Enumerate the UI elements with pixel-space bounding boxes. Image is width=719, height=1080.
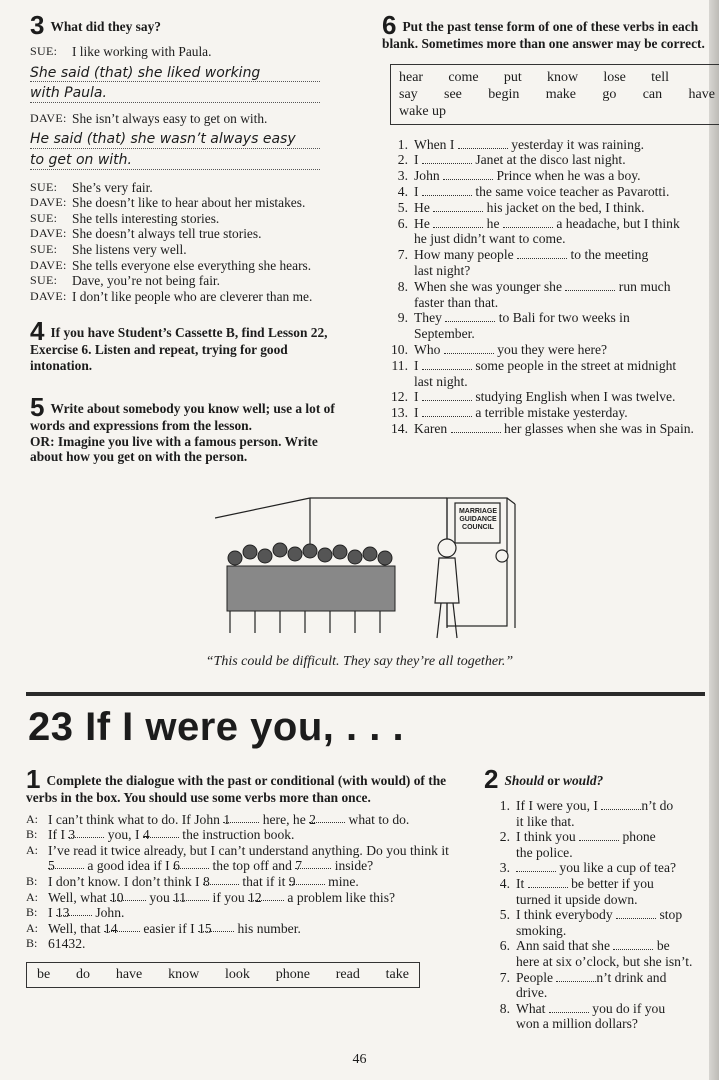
blank[interactable] [433, 217, 483, 228]
handwritten-answer-1 [30, 66, 320, 103]
text: How many people [414, 247, 514, 263]
blank[interactable] [517, 248, 567, 259]
blank[interactable] [422, 185, 472, 196]
item-number: 8. [499, 1000, 510, 1016]
dialogue-line [30, 180, 360, 196]
item-number: 1. [397, 136, 408, 152]
speaker: SUE: [30, 210, 58, 225]
speaker: DAVE: [30, 257, 67, 272]
list-item [382, 247, 712, 279]
text: the police. [516, 844, 573, 860]
verb: begin [488, 86, 520, 102]
exercise-3-heading [30, 10, 360, 40]
exercise-text: If you have Student’s Cassette B, find Lesson 22, Exercise 6. Listen and repeat, trying for good intonation. [30, 325, 328, 373]
item-number: 7. [499, 969, 510, 985]
list-item [382, 152, 712, 168]
dialogue-line [30, 226, 360, 242]
handwritten-answer-2 [30, 132, 320, 169]
exercise-6-list [382, 137, 712, 437]
text: John [414, 168, 440, 184]
blank[interactable] [422, 390, 472, 401]
list-item [382, 200, 712, 216]
dialogue-line [30, 111, 360, 127]
text: faster than that. [414, 294, 499, 310]
line-text: Dave, you’re not being fair. [72, 273, 220, 289]
list-item [382, 405, 712, 421]
text: he just didn’t want to come. [414, 231, 566, 247]
blank[interactable] [443, 169, 493, 180]
speaker: DAVE: [30, 195, 67, 210]
text: Who [414, 341, 441, 357]
verb: phone [275, 966, 310, 982]
text: When I [414, 136, 455, 152]
dialogue-line [30, 273, 360, 289]
verb: say [399, 86, 418, 102]
text: it like that. [516, 813, 575, 829]
dialogue-line [30, 242, 360, 258]
exercise-5 [30, 392, 350, 465]
speaker: SUE: [30, 241, 58, 256]
text: I [414, 183, 419, 199]
line-text: She isn’t always easy to get on with. [72, 110, 268, 126]
verb: know [546, 69, 579, 85]
exercise-number: 5 [30, 392, 45, 422]
text: be better if you [571, 875, 654, 891]
verb: hear [399, 69, 424, 85]
blank[interactable] [613, 939, 653, 950]
sign-text: MARRIAGE GUIDANCE COUNCIL [458, 508, 498, 531]
exercise-2-heading [484, 764, 709, 794]
text: some people in the street at midnight [475, 357, 677, 373]
text: a headache, but I think [556, 215, 680, 231]
line-text: She tells everyone else everything she hears. [72, 257, 312, 273]
dialogue-line [30, 258, 360, 274]
text: n’t drink and [596, 969, 667, 985]
unit-title: 23 If I were you, . . . [28, 705, 405, 749]
text: you like a cup of tea? [559, 860, 677, 876]
verb: can [642, 86, 663, 102]
exercise-text-alt: Imagine you live with a famous person. Write about how you get on with the person. [30, 433, 318, 465]
exercise-4 [30, 316, 350, 373]
dialogue-line [30, 289, 360, 305]
text: They [414, 310, 442, 326]
list-item [484, 938, 709, 969]
exercise-number: 4 [30, 316, 45, 346]
text: I [414, 357, 419, 373]
verb: come [448, 69, 479, 85]
text: If I were you, I [516, 798, 598, 813]
exercise-1-heading [26, 764, 466, 806]
title-should: Should [504, 773, 544, 788]
verb: know [168, 966, 200, 982]
exercise-6-heading [382, 10, 712, 52]
list-item [484, 798, 709, 829]
line-text: She listens very well. [72, 241, 187, 257]
speaker: DAVE: [30, 110, 67, 125]
list-item [484, 860, 709, 876]
text: be [656, 938, 670, 954]
dialogue-line [30, 195, 360, 211]
list-item [382, 421, 712, 437]
verb: take [385, 966, 409, 982]
item-number: 6. [397, 215, 408, 231]
speaker: DAVE: [30, 226, 67, 241]
text: I [414, 405, 419, 421]
speaker: SUE: [30, 179, 58, 194]
item-number: 2. [397, 152, 408, 168]
text: It [516, 875, 525, 891]
exercise-3 [30, 10, 360, 304]
verb: wake up [399, 103, 447, 119]
verb: tell [651, 69, 669, 85]
exercise-1 [26, 764, 466, 988]
dialogue: A: I can’t think what to do. If John 1 here, he 2 what to do. B: If I 3 you, I 4 the instruction book. A: I’ve read it twice already, but I can’t understand anything. Do you think it 5 a good idea if I 6 the top off and 7 inside? B: I don’t know. I don’t think I 8 that if it 9 mine. A: Well, what 10 you 11 if you 12 a problem like this? B: I 13 John. A: Well, that 14 easier if I 15 his number. B: 61432. [26, 811, 449, 952]
exercise-text: Write about somebody you know well; use a lot of words and expressions from the lesson. [30, 401, 335, 433]
verb: look [225, 966, 250, 982]
text: People [516, 969, 553, 985]
exercise-number: 2 [484, 764, 499, 794]
text: last night. [414, 373, 468, 389]
blank[interactable] [516, 861, 556, 872]
verb: put [503, 69, 522, 85]
page-number: 46 [352, 1052, 367, 1067]
cartoon-drawing [215, 478, 525, 646]
exercise-2-list [484, 798, 709, 1032]
text: He [414, 199, 430, 215]
exercise-6 [382, 10, 715, 437]
exercise-title: Put the past tense form of one of these verbs in each blank. Sometimes more than one answer may be correct. [382, 19, 705, 51]
item-number: 11. [391, 357, 408, 373]
item-number: 14. [391, 420, 408, 436]
item-number: 12. [391, 389, 408, 405]
speaker: SUE: [30, 273, 58, 288]
speaker: SUE: [30, 44, 58, 58]
blank[interactable] [565, 280, 615, 291]
blank[interactable] [616, 908, 656, 919]
blank[interactable] [579, 830, 619, 841]
verb: have [688, 86, 715, 102]
list-item [484, 907, 709, 938]
text: his jacket on the bed, I think. [486, 199, 645, 215]
list-item [484, 970, 709, 1001]
item-number: 5. [397, 199, 408, 215]
list-item [382, 168, 712, 184]
exercise-title: What did they say? [50, 19, 161, 34]
list-item [382, 389, 712, 405]
list-item [382, 342, 712, 358]
item-number: 4. [499, 875, 510, 891]
item-number: 3. [397, 168, 408, 184]
list-item [382, 137, 712, 153]
text: Karen [414, 420, 448, 436]
item-number: 1. [499, 798, 510, 813]
verb: lose [603, 69, 626, 85]
item-number: 2. [499, 829, 510, 845]
text: here at six o’clock, but she isn’t. [516, 953, 693, 969]
text: I [414, 152, 419, 168]
exercise-number: 6 [382, 10, 397, 40]
text: her glasses when she was in Spain. [504, 420, 694, 436]
exercise-number: 3 [30, 10, 45, 40]
text: he [486, 215, 500, 231]
text: stop [659, 907, 683, 923]
blank[interactable] [549, 1002, 589, 1013]
cartoon-illustration [215, 478, 525, 646]
blank[interactable] [451, 422, 501, 433]
hand-line: to get on with. [30, 153, 320, 170]
speaker: DAVE: [30, 288, 67, 303]
text: run much [618, 278, 671, 294]
blank[interactable] [503, 217, 553, 228]
blank[interactable] [601, 799, 641, 810]
list-item [484, 1001, 709, 1032]
blank[interactable] [444, 343, 494, 354]
text: phone [622, 829, 656, 845]
text: Janet at the disco last night. [475, 152, 626, 168]
hand-line: He said (that) she wasn’t always easy [30, 132, 320, 149]
text: turned it upside down. [516, 891, 638, 907]
verb: read [335, 966, 360, 982]
item-number: 8. [397, 278, 408, 294]
text: When she was younger she [414, 278, 562, 294]
text: Ann said that she [516, 938, 611, 954]
verb: see [444, 86, 462, 102]
blank[interactable] [528, 877, 568, 888]
line-text: She doesn’t always tell true stories. [72, 226, 262, 242]
verb-box [390, 64, 719, 125]
title-would: would? [563, 773, 604, 788]
dialogue-line [30, 44, 360, 60]
text: He [414, 215, 430, 231]
item-number: 9. [397, 310, 408, 326]
blank[interactable] [433, 201, 483, 212]
exercise-title: Complete the dialogue with the past or conditional (with would) of the verbs in the box. You should use some verbs more than once. [26, 773, 447, 805]
verb: make [545, 86, 577, 102]
text: you they were here? [497, 341, 608, 357]
hand-line: with Paula. [30, 86, 320, 103]
list-item [382, 184, 712, 200]
list-item [382, 279, 712, 311]
list-item [382, 358, 712, 390]
text: to Bali for two weeks in [498, 310, 630, 326]
text: I think everybody [516, 907, 613, 923]
unit-divider [26, 692, 705, 696]
text: the same voice teacher as Pavarotti. [475, 183, 670, 199]
text: smoking. [516, 922, 567, 938]
exercise-2 [484, 764, 709, 1032]
text: What [516, 1000, 546, 1016]
blank[interactable] [422, 359, 472, 370]
verb-box-2 [26, 962, 420, 988]
item-number: 5. [499, 907, 510, 923]
line-text: I like working with Paula. [72, 44, 212, 59]
list-item [484, 876, 709, 907]
item-number: 10. [391, 341, 408, 357]
text: a terrible mistake yesterday. [475, 405, 628, 421]
hand-line: She said (that) she liked working [30, 66, 320, 83]
text: I [414, 389, 419, 405]
text: drive. [516, 985, 548, 1001]
item-number: 6. [499, 938, 510, 954]
item-number: 13. [391, 405, 408, 421]
text: to the meeting [570, 247, 649, 263]
verb: go [602, 86, 617, 102]
text: September. [414, 326, 475, 342]
text: yesterday it was raining. [511, 136, 645, 152]
item-number: 7. [397, 247, 408, 263]
list-item [484, 829, 709, 860]
blank[interactable] [445, 311, 495, 322]
text: n’t do [641, 798, 674, 813]
list-item [382, 216, 712, 248]
text: last night? [414, 262, 471, 278]
exercise-number: 1 [26, 764, 41, 794]
blank[interactable] [422, 153, 472, 164]
list-item [382, 310, 712, 342]
text: Prince when he was a boy. [496, 168, 641, 184]
line-text: She’s very fair. [72, 179, 153, 195]
text: won a million dollars? [516, 1016, 638, 1032]
verb: be [37, 966, 51, 982]
blank[interactable] [422, 406, 472, 417]
line-text: She doesn’t like to hear about her mistakes. [72, 195, 306, 211]
verb: have [115, 966, 143, 982]
text: you do if you [592, 1000, 666, 1016]
item-number: 3. [499, 860, 510, 876]
or-label: OR: [30, 433, 55, 449]
line-text: She tells interesting stories. [72, 210, 220, 226]
verb: do [76, 966, 91, 982]
text: I think you [516, 829, 576, 845]
title-or: or [547, 773, 560, 788]
line-text: I don’t like people who are cleverer than me. [72, 288, 313, 304]
text: studying English when I was twelve. [475, 389, 676, 405]
blank[interactable] [556, 971, 596, 982]
cartoon-caption: “This could be difficult. They say they’re all together.” [205, 654, 514, 669]
item-number: 4. [397, 183, 408, 199]
blank[interactable] [458, 138, 508, 149]
dialogue-line [30, 211, 360, 227]
